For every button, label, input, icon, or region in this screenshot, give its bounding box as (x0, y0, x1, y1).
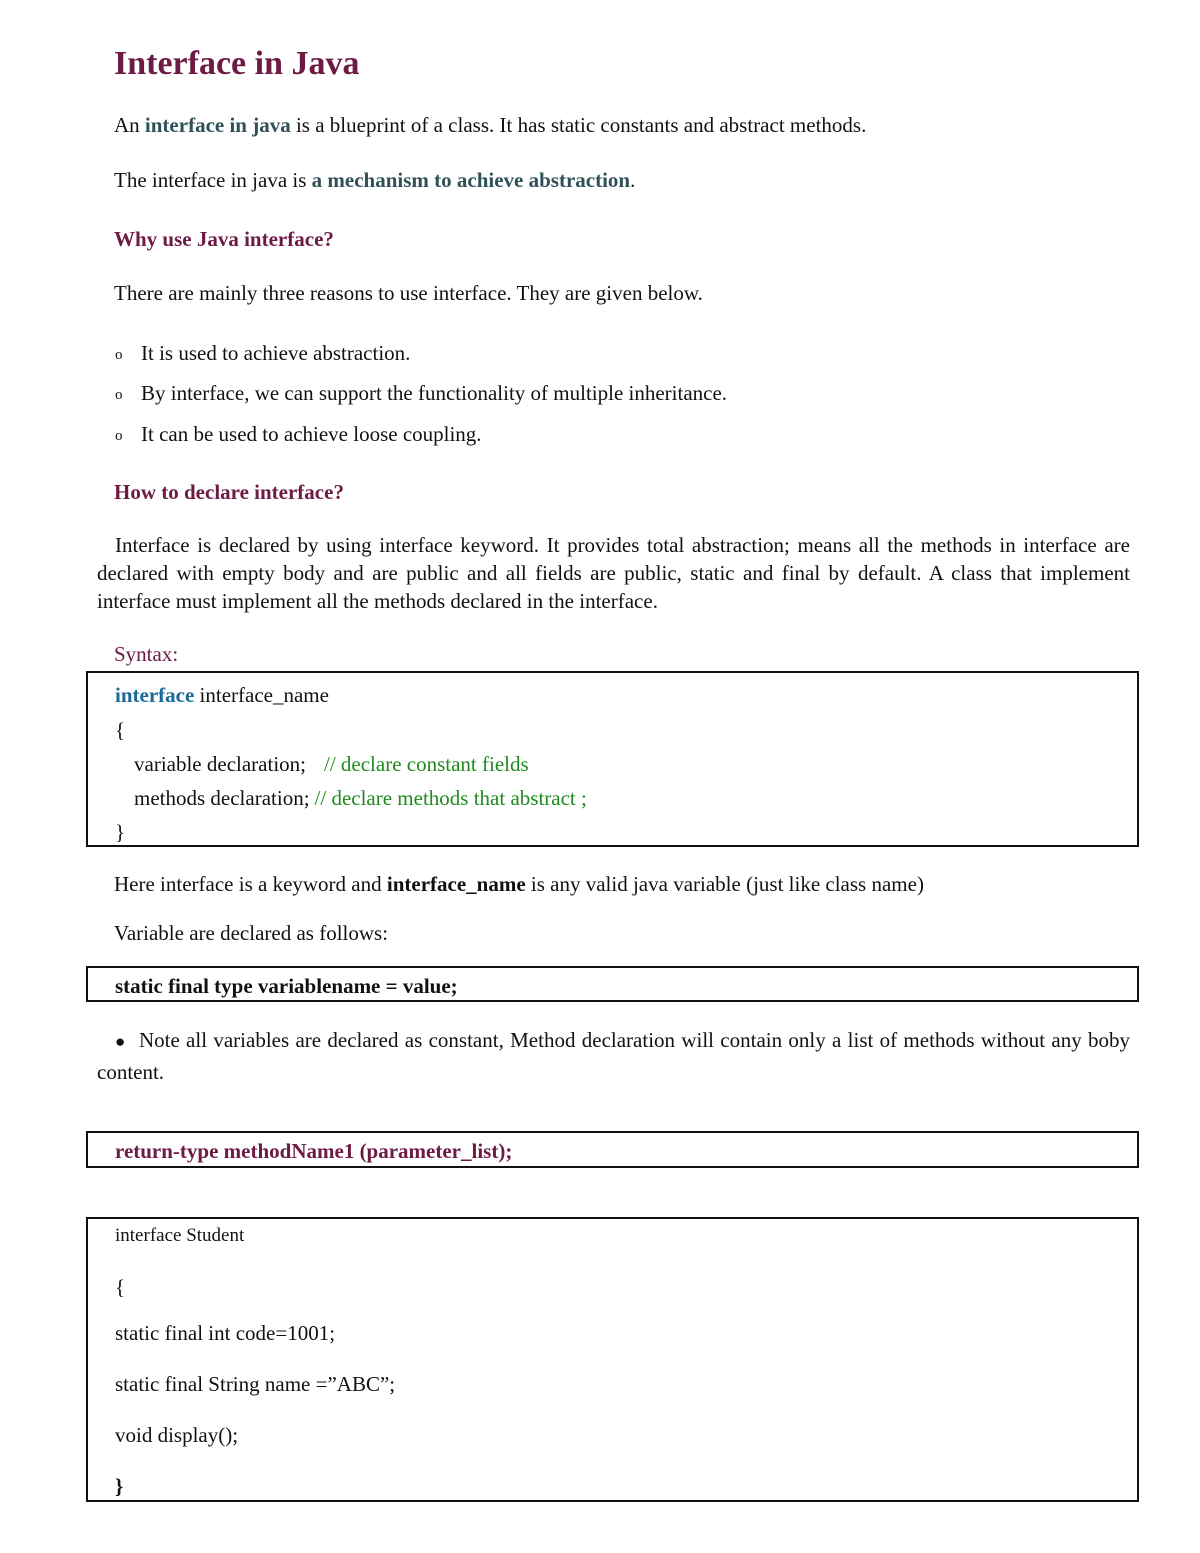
example-line: static final int code=1001; (115, 1321, 336, 1345)
explain-pre: Here interface is a keyword and (114, 872, 387, 896)
note-text: Note all variables are declared as constant, Method declaration will contain only a list of methods without any boby content. (97, 1028, 1130, 1084)
syntax-methods-comment: // declare methods that abstract ; (314, 786, 587, 810)
explain-bold: interface_name (386, 872, 526, 896)
example-line: static final String name =”ABC”; (115, 1372, 396, 1396)
list-item-text: By interface, we can support the functionality of multiple inheritance. (141, 381, 728, 405)
syntax-code-box (86, 671, 1139, 847)
intro-p2-pre: The interface in java is (114, 168, 312, 192)
explain-paragraph (114, 870, 924, 898)
variable-syntax-text: static final type variablename = value; (115, 974, 458, 998)
syntax-label: Syntax: (114, 642, 179, 666)
method-syntax-text: return-type methodName1 (parameter_list); (115, 1139, 513, 1163)
example-line: } (115, 1474, 124, 1498)
why-heading: Why use Java interface? (114, 227, 334, 251)
how-body-paragraph (97, 531, 1130, 615)
example-line: interface Student (115, 1225, 245, 1246)
variable-syntax-box (86, 966, 1139, 1002)
intro-p1-emphasis: interface in java (144, 113, 291, 137)
intro-p2-post: . (630, 168, 636, 192)
syntax-variable-comment: // declare constant fields (324, 752, 529, 776)
bullet-icon: o (115, 428, 123, 444)
intro-p1-pre: An (114, 113, 145, 137)
how-heading: How to declare interface? (114, 480, 344, 504)
explain-post: is any valid java variable (just like class name) (525, 872, 924, 896)
syntax-variable-text: variable declaration; (134, 752, 306, 776)
variable-lead-text: Variable are declared as follows: (114, 921, 389, 945)
why-lead-text: There are mainly three reasons to use interface. They are given below. (114, 281, 703, 305)
intro-paragraph-2 (114, 166, 635, 194)
bullet-icon: o (115, 347, 123, 363)
intro-paragraph-1 (114, 111, 866, 139)
list-item-text: It can be used to achieve loose coupling. (141, 422, 482, 446)
syntax-methods-text: methods declaration; (134, 786, 310, 810)
list-item-text: It is used to achieve abstraction. (141, 341, 411, 365)
method-syntax-box (86, 1131, 1139, 1168)
example-code-box (86, 1217, 1139, 1502)
example-line: { (115, 1275, 126, 1299)
syntax-declaration-line (115, 681, 329, 709)
syntax-close-brace: } (115, 820, 126, 844)
syntax-keyword: interface (115, 683, 195, 707)
intro-p2-emphasis: a mechanism to achieve abstraction (311, 168, 631, 192)
page-title: Interface in Java (114, 45, 360, 82)
intro-p1-post: is a blueprint of a class. It has static constants and abstract methods. (290, 113, 867, 137)
syntax-methods-line (134, 784, 587, 812)
bullet-icon: o (115, 387, 123, 403)
syntax-open-brace: { (115, 718, 126, 742)
note-paragraph (97, 1025, 1130, 1088)
note-body (97, 1025, 1130, 1088)
example-line: void display(); (115, 1423, 239, 1447)
syntax-variable-line (134, 750, 529, 778)
how-body-text: Interface is declared by using interface keyword. It provides total abstraction; means all the methods in interface are declared with empty body and are public and all fields are public, static and final by default. A class that implement interface must implement all the methods declared in the interface. (97, 533, 1130, 613)
note-bullet-icon: ● (115, 1032, 127, 1051)
syntax-interface-name: interface_name (194, 683, 329, 707)
